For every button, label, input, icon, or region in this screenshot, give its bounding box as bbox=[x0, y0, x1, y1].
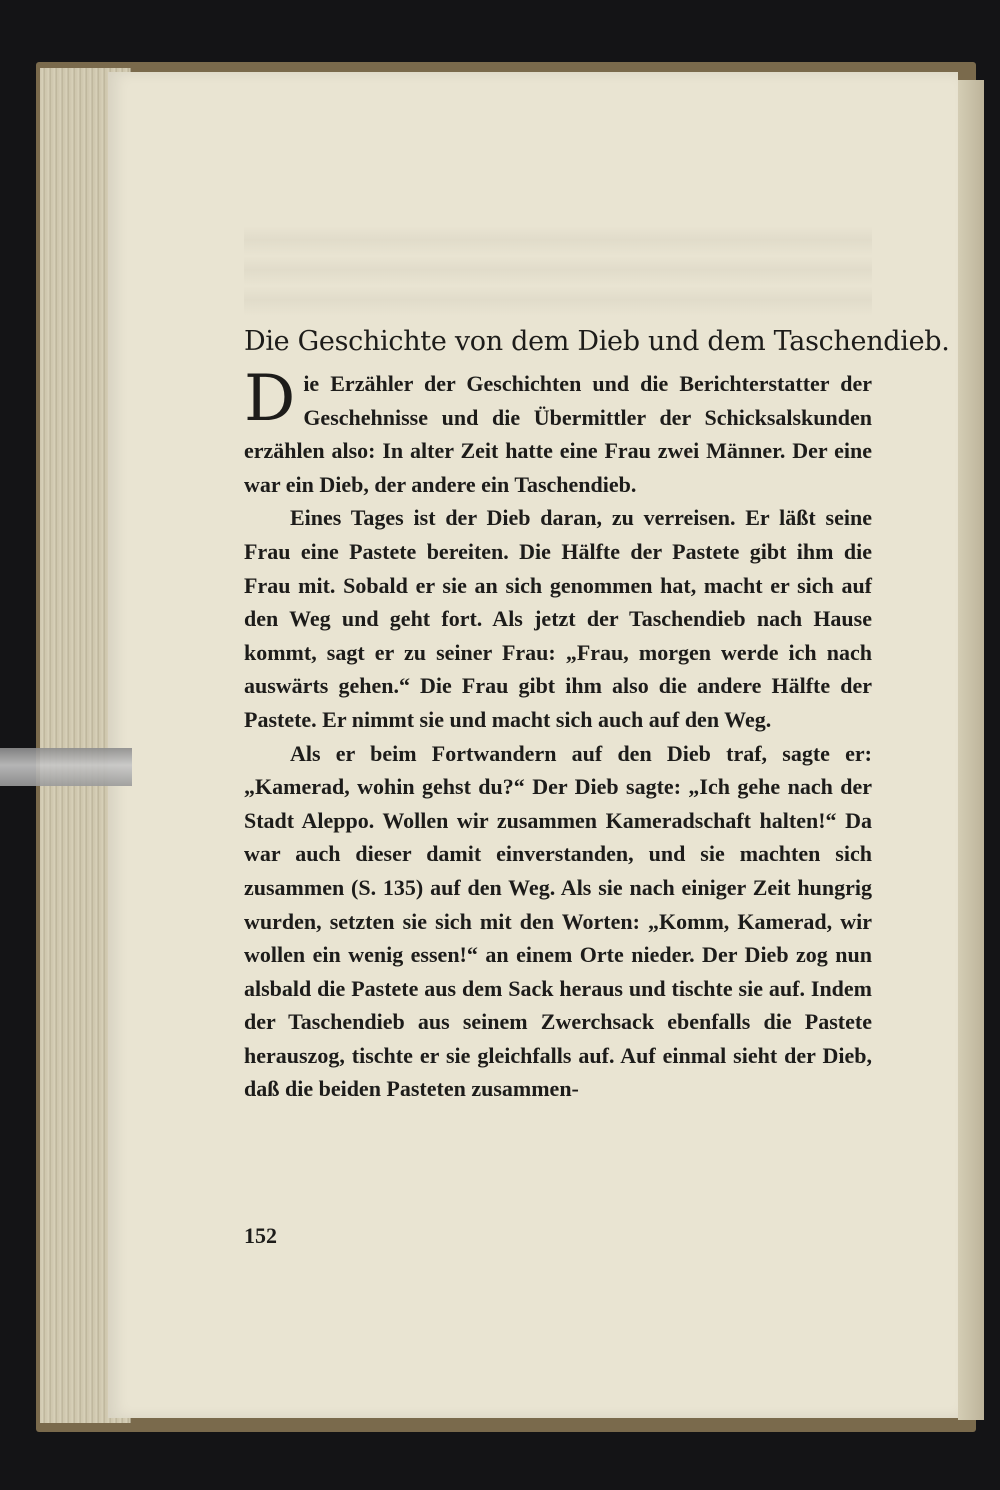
paragraph-3: Als er beim Fortwandern auf den Dieb traf, sagte er: „Kamerad, wohin gehst du?“ Der Dieb sagte: „Ich gehe nach der Stadt Aleppo. Wollen wir zusammen Kameradschaft halten!“ Da war auch dieser damit einverstanden, und sie machten sich zusammen (S. 135) auf den Weg. Als sie nach einiger Zeit hungrig wurden, setzten sie sich mit den Worten: „Komm, Kamerad, wir wollen ein wenig essen!“ an einem Orte nieder. Der Dieb zog nun alsbald die Pastete aus dem Sack heraus und tischte sie auf. Indem der Taschendieb aus seinem Zwerchsack ebenfalls die Pastete herauszog, tischte er sie gleichfalls auf. Auf einmal sieht der Dieb, daß die beiden Pasteten zusammen- bbox=[244, 740, 872, 1102]
bookmark-ribbon bbox=[0, 748, 132, 786]
show-through-text bbox=[244, 226, 872, 316]
paragraph-2: Eines Tages ist der Dieb daran, zu verreisen. Er läßt seine Frau eine Pastete bereiten. Die Hälfte der Pastete gibt ihm die Frau mit. Sobald er sie an sich genommen hat, macht er sich auf den Weg und geht fort. Als jetzt der Taschendieb nach Hause kommt, sagt er zu seiner Frau: „Frau, morgen werde ich nach auswärts gehen.“ Die Frau gibt ihm also die andere Hälfte der Pastete. Er nimmt sie und macht sich auch auf den Weg. bbox=[244, 505, 872, 732]
paragraph-1-text: ie Erzähler der Geschichten und die Berichterstatter der Geschehnisse und die Übermittler der Schicksalskunden erzählen also: In alter Zeit hatte eine Frau zwei Männer. Der eine war ein Dieb, der andere ein Taschendieb. bbox=[244, 371, 872, 497]
page-number: 152 bbox=[244, 1223, 277, 1248]
paragraph-1 bbox=[244, 362, 872, 501]
right-page-edge bbox=[958, 80, 984, 1420]
chapter-title: Die Geschichte von dem Dieb und dem Taschendieb. bbox=[244, 326, 950, 357]
page-text-block bbox=[244, 325, 950, 1106]
drop-cap: D bbox=[244, 362, 296, 436]
